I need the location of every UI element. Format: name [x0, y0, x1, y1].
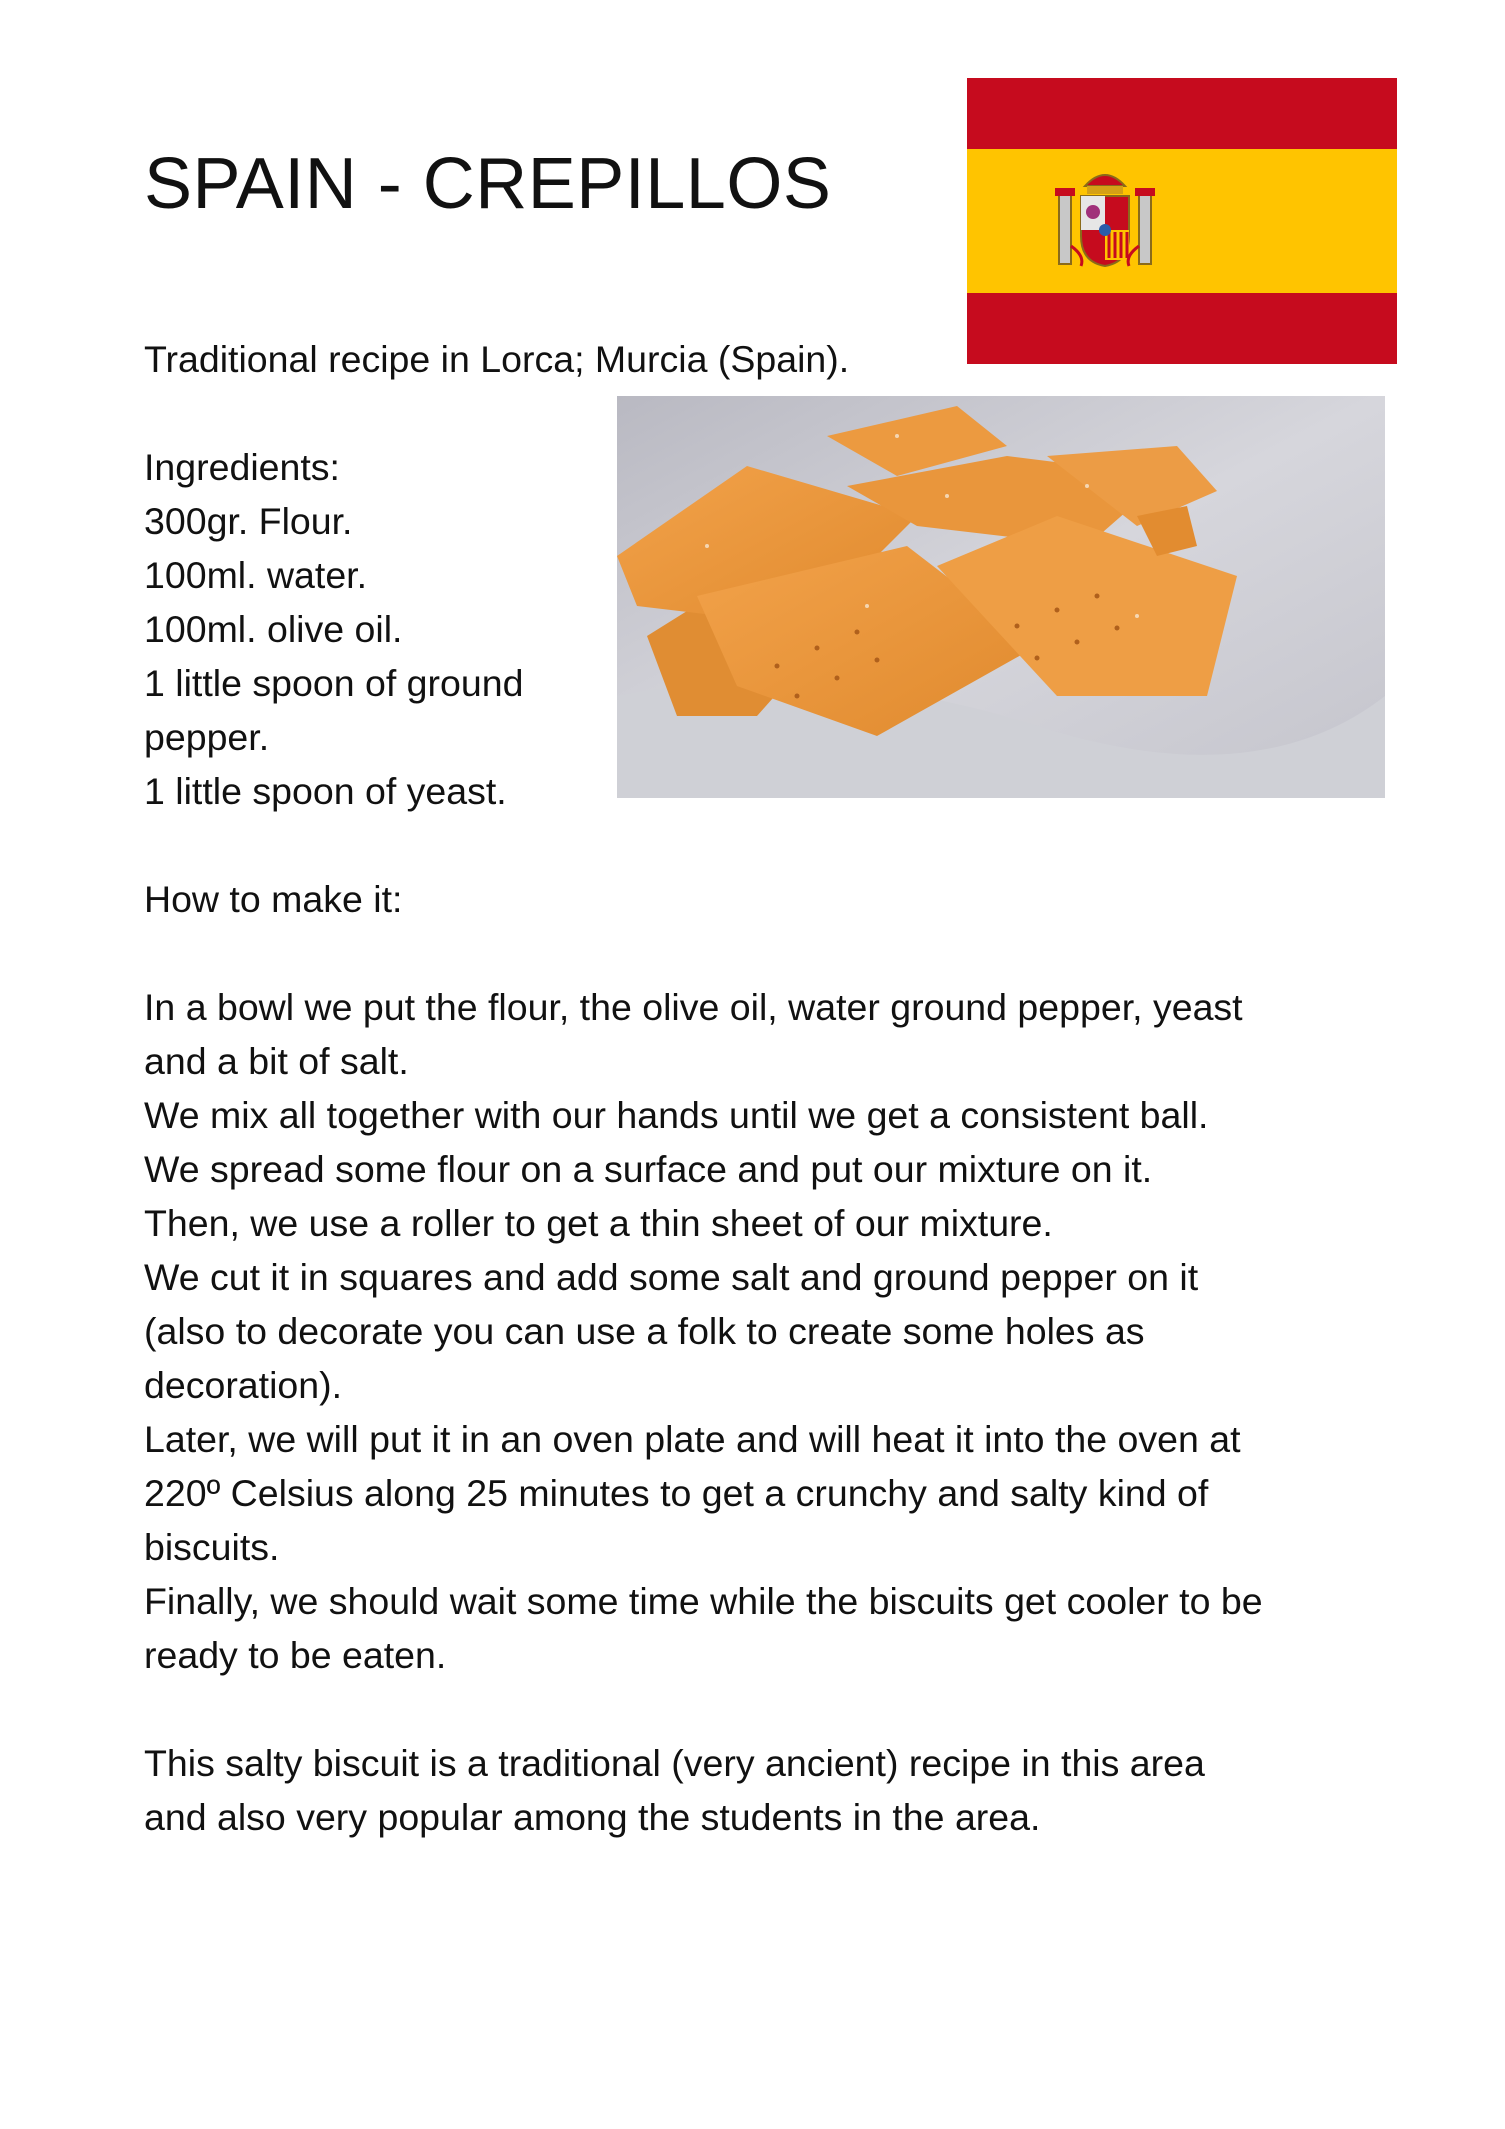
instruction-line: decoration).	[144, 1364, 343, 1406]
instruction-line: Then, we use a roller to get a thin sheet of our mixture.	[144, 1202, 1053, 1244]
instruction-line: biscuits.	[144, 1526, 280, 1568]
ingredients-heading: Ingredients:	[144, 446, 340, 488]
ingredient-line: pepper.	[144, 716, 270, 758]
instruction-line: We spread some flour on a surface and put our mixture on it.	[144, 1148, 1153, 1190]
crepillos-biscuits-photo	[617, 396, 1385, 798]
ingredients-section	[144, 440, 523, 818]
instruction-line: We mix all together with our hands until we get a consistent ball.	[144, 1094, 1209, 1136]
closing-line: and also very popular among the students in the area.	[144, 1796, 1041, 1838]
closing-line: This salty biscuit is a traditional (very ancient) recipe in this area	[144, 1742, 1205, 1784]
instruction-line: ready to be eaten.	[144, 1634, 447, 1676]
instruction-line: 220º Celsius along 25 minutes to get a crunchy and salty kind of	[144, 1472, 1209, 1514]
ingredient-line: 100ml. olive oil.	[144, 608, 403, 650]
instruction-line: and a bit of salt.	[144, 1040, 409, 1082]
coat-of-arms-icon	[1055, 175, 1155, 266]
ingredient-line: 300gr. Flour.	[144, 500, 353, 542]
page-title: SPAIN - CREPILLOS	[144, 144, 832, 224]
ingredient-line: 1 little spoon of ground	[144, 662, 524, 704]
instruction-line: Later, we will put it in an oven plate and will heat it into the oven at	[144, 1418, 1241, 1460]
instruction-line: We cut it in squares and add some salt and ground pepper on it	[144, 1256, 1199, 1298]
closing-note	[144, 1736, 1205, 1844]
instruction-line: (also to decorate you can use a folk to create some holes as	[144, 1310, 1145, 1352]
ingredient-line: 100ml. water.	[144, 554, 368, 596]
recipe-origin: Traditional recipe in Lorca; Murcia (Spain).	[144, 338, 850, 380]
instruction-line: In a bowl we put the flour, the olive oil, water ground pepper, yeast	[144, 986, 1243, 1028]
how-to-heading: How to make it:	[144, 878, 403, 920]
spain-flag-icon	[967, 78, 1397, 364]
ingredient-line: 1 little spoon of yeast.	[144, 770, 507, 812]
instructions-section	[144, 980, 1263, 1682]
instruction-line: Finally, we should wait some time while the biscuits get cooler to be	[144, 1580, 1263, 1622]
